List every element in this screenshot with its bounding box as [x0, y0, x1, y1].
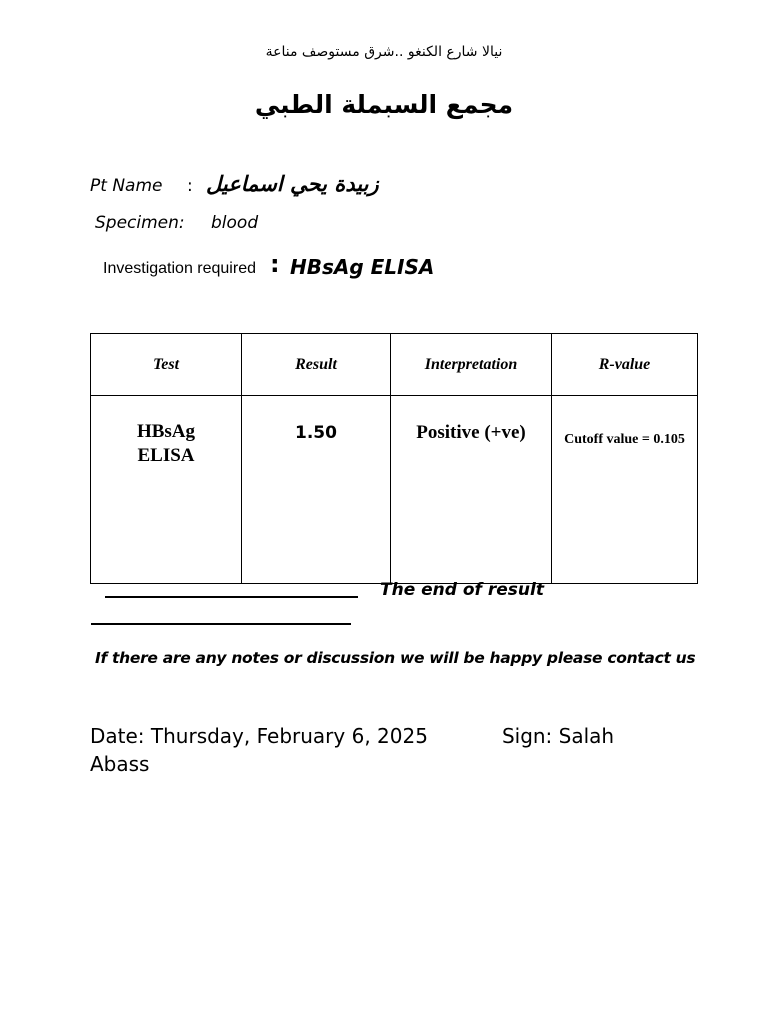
header-test: Test [91, 334, 242, 396]
cell-result: 1.50 [242, 396, 391, 584]
contact-notes: If there are any notes or discussion we will be happy please contact us [95, 649, 696, 667]
header-result: Result [242, 334, 391, 396]
results-table [90, 333, 698, 584]
patient-name-value: زبيدة يحي اسماعيل [206, 172, 379, 196]
specimen-value: blood [211, 213, 259, 233]
patient-name-label: Pt Name [90, 176, 163, 196]
cell-interpretation: Positive (+ve) [391, 396, 552, 584]
investigation-label: Investigation required [103, 260, 256, 277]
table-row [91, 396, 698, 584]
separator-line-top [105, 596, 358, 598]
patient-name-colon: : [187, 176, 193, 196]
header-interpretation: Interpretation [391, 334, 552, 396]
table-header-row [91, 334, 698, 396]
date-sign-line [90, 722, 670, 778]
cell-test-line2: ELISA [137, 445, 195, 466]
separator-line-bottom [91, 623, 351, 625]
lab-address: نيالا شارع الكنغو ..شرق مستوصف مناعة [265, 44, 503, 60]
end-of-result-text: The end of result [380, 580, 544, 600]
investigation-value: HBsAg ELISA [290, 255, 435, 279]
lab-name-title: مجمع السبملة الطبي [254, 90, 514, 119]
cell-rvalue: Cutoff value = 0.105 [552, 396, 698, 584]
cell-test [91, 396, 242, 584]
header-rvalue: R-value [552, 334, 698, 396]
cell-test-line1: HBsAg [136, 421, 196, 442]
investigation-colon: : [270, 250, 280, 278]
signature: Sign: Salah Abass [90, 724, 615, 776]
specimen-label: Specimen: [95, 213, 185, 233]
report-date: Date: Thursday, February 6, 2025 [90, 724, 428, 748]
